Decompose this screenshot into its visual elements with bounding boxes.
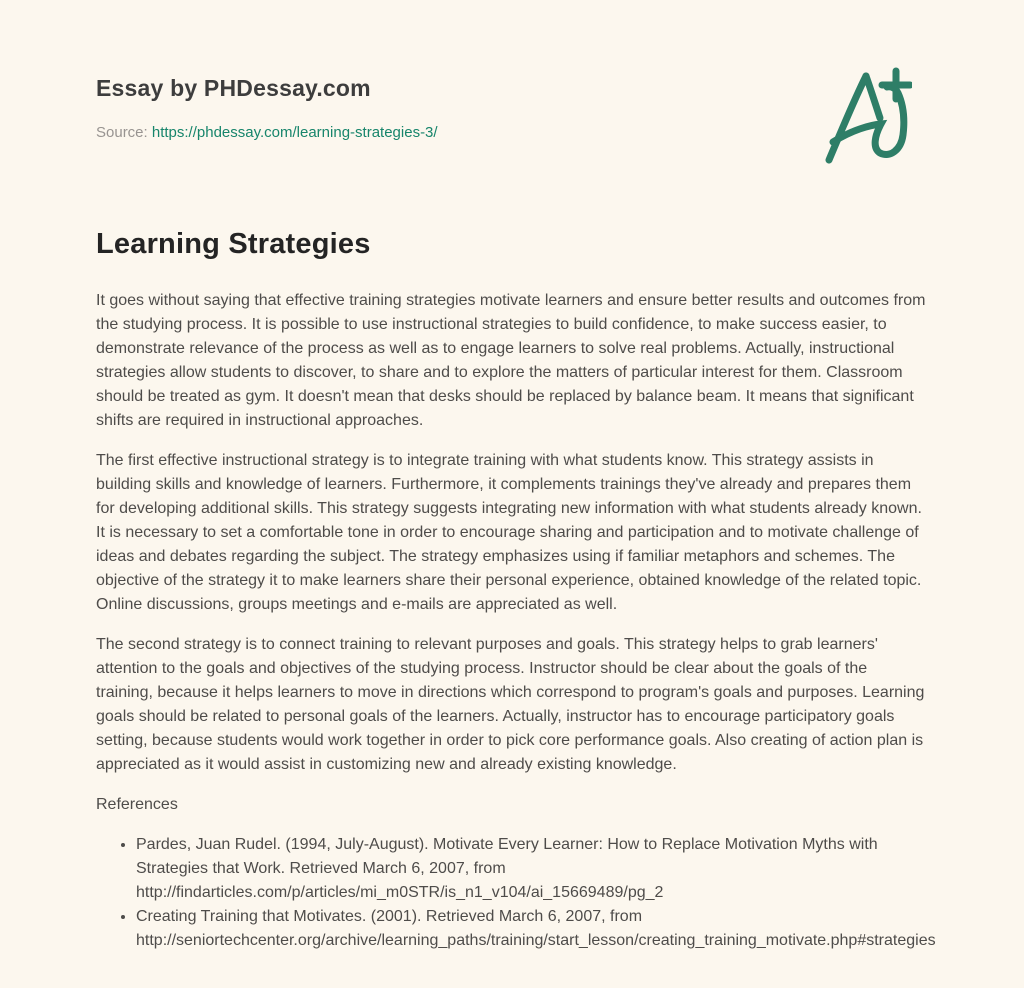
reference-item-2: • Creating Training that Motivates. (2001). Retrieved March 6, 2007, from http://seniortechcenter.org/archive/learning_paths/training/start_lesson/creating_training_motivate.php#strategies (136, 905, 927, 953)
reference-item-1: • Pardes, Juan Rudel. (1994, July-August). Motivate Every Learner: How to Replace Motivation Myths with Strategies that Work. Retrieved March 6, 2007, from http://findarticles.com/p/articles/mi_m0STR/is_n1_v104/ai_15669489/pg_2 (136, 833, 927, 905)
source-line (96, 122, 927, 144)
source-label: Source: (96, 124, 148, 141)
essay-paragraph-3: The second strategy is to connect training to relevant purposes and goals. This strategy helps to grab learners' attention to the goals and objectives of the studying process. Instructor should be clear about the goals of the training, because it helps learners to move in directions which correspond to program's goals and purposes. Learning goals should be related to personal goals of the learners. Actually, instructor has to encourage participatory goals setting, because students would work together in order to pick core performance goals. Also creating of action plan is appreciated as it would assist in customizing new and already existing knowledge. (96, 636, 925, 773)
content-column (96, 75, 936, 953)
essay-paragraph-2: The first effective instructional strategy is to integrate training with what students know. This strategy assists in building skills and knowledge of learners. Furthermore, it complements trainings they've already and prepares them for developing additional skills. This strategy suggests integrating new information with what students already known. It is necessary to set a comfortable tone in order to encourage sharing and participation and to motivate challenge of ideas and debates regarding the subject. The strategy emphasizes using if familiar metaphors and schemes. The objective of the strategy it to make learners share their personal experience, obtained knowledge of the related topic. Online discussions, groups meetings and e-mails are appreciated as well. (96, 452, 922, 613)
essay-title: Learning Strategies (96, 228, 371, 260)
page-title: Essay by PHDessay.com (96, 75, 371, 101)
references-list (96, 833, 936, 953)
source-link[interactable]: https://phdessay.com/learning-strategies-3/ (151, 124, 438, 141)
essay-paragraph-1: It goes without saying that effective training strategies motivate learners and ensure better results and outcomes from the studying process. It is possible to use instructional strategies to build confidence, to make success easier, to demonstrate relevance of the process as well as to engage learners to solve real problems. Actually, instructional strategies allow students to discover, to share and to explore the matters of particular interest for them. Classroom should be treated as gym. It doesn't mean that desks should be replaced by balance beam. It means that significant shifts are required in instructional approaches. (96, 292, 926, 429)
references-heading: References (96, 796, 178, 813)
essay-body (96, 289, 936, 953)
phdessay-a-plus-logo-icon (820, 66, 912, 164)
header (96, 75, 927, 144)
